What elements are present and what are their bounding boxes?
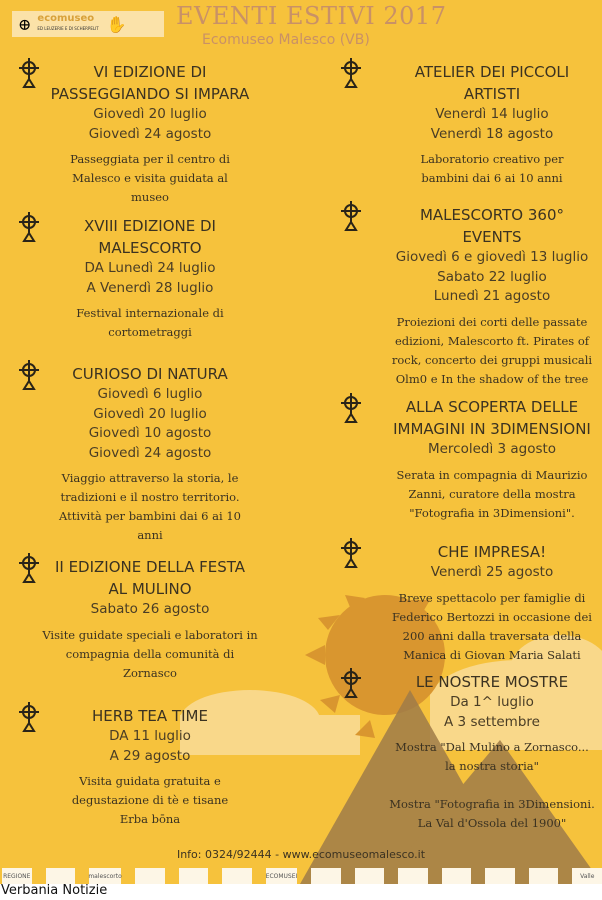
- event-description: Viaggio attraverso la storia, le tradizioni e il nostro territorio. Attività per bambini dai 6 ai 10 anni: [59, 471, 241, 542]
- sponsor-logo: [485, 868, 515, 884]
- event-date: Sabato 22 luglio: [437, 268, 547, 285]
- event-date: Da 1^ luglio: [450, 694, 534, 710]
- ecomuseo-cross-icon: [340, 667, 362, 699]
- logo-text: ecomuseo: [37, 13, 95, 24]
- event-block: [367, 396, 602, 523]
- event-date: Venerdì 18 agosto: [430, 125, 554, 142]
- sponsor-logo: [398, 868, 428, 884]
- event-description: Visite guidate speciali e laboratori in compagnia della comunità di Zornasco: [42, 627, 258, 680]
- sponsor-logo: [529, 868, 559, 884]
- ecomuseo-logo: [12, 11, 164, 37]
- sponsor-logo: [179, 868, 209, 884]
- event-title: MALESCORTO 360° EVENTS: [419, 206, 565, 246]
- info-contact: Info: 0324/92444 - www.ecomuseomalesco.it: [176, 848, 426, 861]
- event-date: Giovedì 24 agosto: [88, 444, 212, 461]
- event-title: ATELIER DEI PICCOLI ARTISTI: [414, 63, 570, 103]
- credit-text: Verbania Notizie: [1, 883, 108, 898]
- event-block: [367, 61, 602, 188]
- event-description: Passeggiata per il centro di Malesco e visita guidata al museo: [70, 152, 230, 204]
- event-date: Lunedì 21 agosto: [433, 288, 551, 304]
- poster-subtitle: Ecomuseo Malesco (VB): [202, 32, 370, 48]
- ecomuseo-cross-icon: [340, 200, 362, 232]
- event-date: Mercoledì 3 agosto: [427, 441, 557, 457]
- sponsor-logo: [442, 868, 472, 884]
- sponsor-logo: [311, 868, 341, 884]
- event-date: Giovedì 20 luglio: [93, 405, 207, 422]
- event-date: Venerdì 14 luglio: [435, 106, 549, 122]
- sponsor-logos: [0, 866, 602, 884]
- event-date: A 29 agosto: [109, 747, 191, 764]
- sponsor-logo: malescorto: [89, 868, 121, 884]
- event-date: Giovedì 20 luglio: [93, 106, 207, 122]
- sponsor-logo: ECOMUSEI: [266, 868, 298, 884]
- event-title: VI EDIZIONE DI PASSEGGIANDO SI IMPARA: [50, 63, 250, 103]
- event-description: Serata in compagnia di Maurizio Zanni, curatore della mostra "Fotografia in 3Dimensioni".: [396, 467, 588, 520]
- event-title: CURIOSO DI NATURA: [72, 365, 228, 383]
- event-date: Giovedì 10 agosto: [88, 425, 212, 441]
- event-date: DA Lunedì 24 luglio: [84, 260, 216, 276]
- event-description: Visita guidata gratuita e degustazione di tè e tisane Erba bōna: [71, 774, 229, 826]
- ecomuseo-symbol-icon: ⊕: [18, 14, 32, 34]
- sponsor-logo: [355, 868, 385, 884]
- event-title: CHE IMPRESA!: [437, 543, 547, 561]
- sponsor-logo: [222, 868, 252, 884]
- event-title: HERB TEA TIME: [92, 707, 208, 725]
- sponsor-logo: [135, 868, 165, 884]
- event-title: II EDIZIONE DELLA FESTA AL MULINO: [54, 558, 246, 598]
- event-description: Breve spettacolo per famiglie di Federico Bertozzi in occasione dei 200 anni dalla traversata della Manica di Giovan Maria Salati: [392, 590, 592, 662]
- event-date: Sabato 26 agosto: [90, 601, 210, 617]
- hand-logo-icon: ✋: [106, 14, 127, 34]
- sponsor-logo: Valle: [572, 868, 602, 884]
- event-description: Proiezioni dei corti delle passate edizioni, Malescorto ft. Pirates of rock, concerto dei gruppi musicali Olm0 e In the shadow of the tree: [391, 314, 593, 386]
- event-block: [30, 215, 270, 342]
- event-block: [367, 541, 602, 665]
- event-date: Giovedì 6 e giovedì 13 luglio: [395, 249, 589, 265]
- event-description: Laboratorio creativo per bambini dai 6 ai 10 anni: [420, 152, 564, 185]
- logo-subtext: ED LEUZERIE E DI SCHERPELIT: [37, 26, 99, 31]
- event-block: [30, 705, 270, 829]
- event-block: [30, 556, 270, 683]
- sponsor-logo: [46, 868, 76, 884]
- ecomuseo-cross-icon: [340, 392, 362, 424]
- event-block: [367, 204, 602, 389]
- event-date: Venerdì 25 agosto: [430, 564, 554, 580]
- event-title: LE NOSTRE MOSTRE: [415, 673, 569, 691]
- event-block: [30, 363, 270, 545]
- poster-title: EVENTI ESTIVI 2017: [176, 2, 447, 30]
- event-title: XVIII EDIZIONE DI MALESCORTO: [84, 217, 216, 257]
- event-date: Giovedì 6 luglio: [97, 386, 203, 402]
- event-description: Mostra "Dal Mulino a Zornasco... la nostra storia" Mostra "Fotografia in 3Dimensioni. La Val d'Ossola del 1900": [389, 740, 595, 830]
- sponsor-logo: REGIONE: [2, 868, 32, 884]
- event-title: ALLA SCOPERTA DELLE IMMAGINI IN 3DIMENSIONI: [393, 398, 591, 438]
- ecomuseo-cross-icon: [340, 57, 362, 89]
- event-description: Festival internazionale di cortometraggi: [76, 306, 224, 339]
- event-block: [367, 671, 602, 833]
- event-block: [30, 61, 270, 207]
- event-date: Giovedì 24 agosto: [88, 125, 212, 142]
- event-date: DA 11 luglio: [109, 728, 191, 744]
- ecomuseo-cross-icon: [340, 537, 362, 569]
- event-date: A Venerdì 28 luglio: [86, 279, 214, 296]
- event-date: A 3 settembre: [444, 713, 540, 730]
